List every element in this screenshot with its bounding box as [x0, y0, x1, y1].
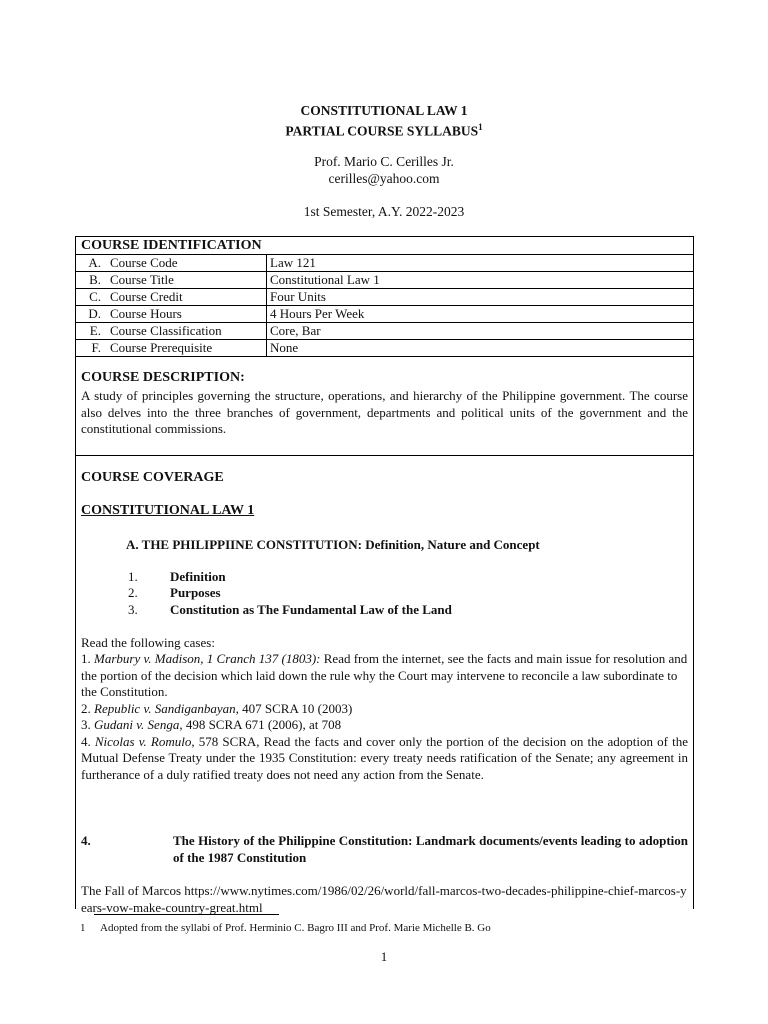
course-identification-row: [76, 289, 693, 306]
coverage-item-num: 4.: [81, 833, 91, 848]
course-identification-key: [76, 289, 267, 306]
course-description-heading: COURSE DESCRIPTION:: [81, 370, 245, 385]
course-identification-value: Four Units: [267, 289, 694, 306]
case-text: 407 SCRA 10 (2003): [238, 700, 353, 716]
footnote-ref: 1: [478, 122, 483, 132]
coverage-item-3: [128, 602, 688, 619]
coverage-item-label: Constitution as The Fundamental Law of the Land: [170, 602, 452, 617]
course-identification-key: [76, 340, 267, 357]
coverage-item-label: Definition: [170, 569, 226, 584]
subtitle-text: PARTIAL COURSE SYLLABUS: [285, 123, 479, 139]
coverage-item-4: [81, 833, 688, 866]
course-identification-value: Law 121: [267, 255, 694, 272]
case-name: Nicolas v. Romulo,: [94, 733, 195, 749]
footnote-mark: 1: [80, 922, 86, 934]
course-identification-value: 4 Hours Per Week: [267, 306, 694, 323]
professor-email: cerilles@yahoo.com: [328, 171, 440, 186]
course-coverage-heading: COURSE COVERAGE: [81, 470, 224, 485]
row-letter: B.: [89, 272, 101, 287]
row-letter: C.: [89, 289, 101, 304]
case-item-4: [81, 734, 688, 784]
course-identification-key: [76, 272, 267, 289]
row-key: Course Classification: [110, 323, 222, 338]
case-list: [81, 651, 688, 783]
case-item-1: [81, 651, 688, 701]
document-title: CONSTITUTIONAL LAW 1: [300, 103, 468, 118]
coverage-item-label: Purposes: [170, 585, 221, 600]
course-identification-table: [76, 254, 693, 356]
coverage-item-1: [128, 569, 688, 586]
case-text: 578 SCRA, Read the facts and cover only the portion of the decision on the adoption of the Mutual Defense Treaty under the 1935 Constitution: every treaty needs ratification of the Senate; any agreement in furtherance of a duly ratified treaty does not need any action from the Senate.: [81, 733, 688, 782]
case-text: Read from the internet, see the facts and main issue for resolution and the portion of the decision which laid down the rule why the Court may intervene to reconcile a law subordinate to the Constitution.: [81, 651, 688, 699]
section-a-heading: A. THE PHILIPPIINE CONSTITUTION: Definition, Nature and Concept: [126, 537, 540, 552]
course-identification-row: [76, 323, 693, 340]
fall-of-marcos-link[interactable]: The Fall of Marcos https://www.nytimes.com/1986/02/26/world/fall-marcos-two-decades-philippine-chief-marcos-years-vow-make-country-great.html: [81, 883, 687, 915]
case-number: 2.: [81, 700, 94, 716]
row-key: Course Credit: [110, 289, 183, 304]
course-identification-value: Constitutional Law 1: [267, 272, 694, 289]
row-letter: D.: [88, 306, 101, 321]
professor-name: Prof. Mario C. Cerilles Jr.: [314, 154, 454, 169]
coverage-item-num: 2.: [128, 585, 138, 600]
coverage-item-num: 1.: [128, 569, 138, 584]
semester-line: 1st Semester, A.Y. 2022-2023: [303, 204, 465, 219]
row-key: Course Title: [110, 272, 174, 287]
case-number: 4.: [81, 733, 95, 749]
course-identification-value: None: [267, 340, 694, 357]
row-key: Course Code: [110, 255, 178, 270]
footnote: [80, 921, 491, 935]
row-letter: F.: [91, 340, 101, 355]
case-item-2: [81, 701, 688, 718]
case-number: 3.: [81, 717, 94, 732]
case-item-3: [81, 717, 688, 734]
coverage-item-num: 3.: [128, 602, 138, 617]
document-subtitle: [0, 119, 768, 140]
course-identification-heading: COURSE IDENTIFICATION: [81, 238, 262, 253]
row-key: Course Prerequisite: [110, 340, 213, 355]
coverage-item-2: [128, 585, 688, 602]
course-description-section: [76, 357, 693, 456]
course-identification-row: [76, 272, 693, 289]
course-identification-key: [76, 306, 267, 323]
case-text: 498 SCRA 671 (2006), at 708: [182, 717, 342, 732]
course-identification-row: [76, 306, 693, 323]
course-description-text: A study of principles governing the structure, operations, and hierarchy of the Philippine government. The course also delves into the three branches of government, departments and political units of the government and the constitutional commissions.: [81, 388, 688, 436]
course-identification-value: Core, Bar: [267, 323, 694, 340]
course-identification-key: [76, 255, 267, 272]
course-identification-section: [76, 237, 693, 357]
row-key: Course Hours: [110, 306, 182, 321]
row-letter: A.: [88, 255, 101, 270]
case-number: 1.: [81, 651, 94, 666]
course-coverage-section: [76, 456, 693, 915]
coverage-item-4-title: The History of the Philippine Constitution: Landmark documents/events leading to adoption of the 1987 Constitution: [173, 833, 688, 865]
case-name: Republic v. Sandiganbayan,: [94, 700, 239, 716]
case-name: Gudani v. Senga,: [94, 717, 183, 732]
course-identification-row: [76, 340, 693, 357]
row-letter: E.: [89, 323, 101, 338]
syllabus-box: [75, 236, 694, 915]
constitutional-law-subheading: CONSTITUTIONAL LAW 1: [81, 503, 255, 518]
footnote-separator: [94, 914, 279, 915]
read-cases-intro: Read the following cases:: [81, 635, 215, 650]
case-name: Marbury v. Madison, 1 Cranch 137 (1803):: [94, 651, 321, 666]
course-identification-row: [76, 255, 693, 272]
course-identification-key: [76, 323, 267, 340]
page-number: 1: [380, 949, 388, 964]
footnote-text: Adopted from the syllabi of Prof. Herminio C. Bagro III and Prof. Marie Michelle B. Go: [100, 922, 491, 934]
